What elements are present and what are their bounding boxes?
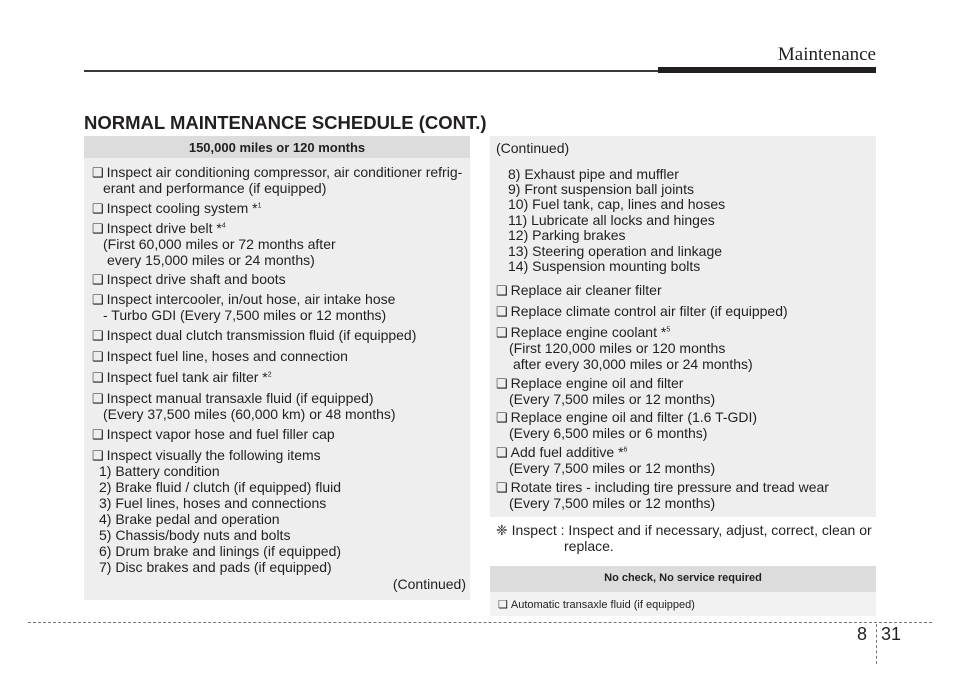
checkbox-icon: ❑ [92, 221, 104, 236]
checkbox-icon: ❑ [496, 445, 508, 460]
page-number-divider [876, 624, 877, 664]
no-service-panel [490, 566, 876, 616]
sub-item: 5) Chassis/body nuts and bolts [99, 527, 291, 543]
sub-item: 9) Front suspension ball joints [508, 181, 694, 197]
checkbox-icon: ❑ [496, 376, 508, 391]
list-item: ❑ Rotate tires - including tire pressure and tread wear [496, 479, 829, 495]
list-item: ❑ Automatic transaxle fluid (if equipped) [498, 599, 695, 611]
checkbox-icon: ❑ [496, 480, 508, 495]
list-item: ❑ Inspect manual transaxle fluid (if equipped) [92, 390, 374, 406]
checkbox-icon: ❑ [92, 292, 104, 307]
schedule-right-panel [490, 136, 876, 517]
sub-item: 6) Drum brake and linings (if equipped) [99, 543, 342, 559]
header-rule-accent [658, 67, 876, 73]
checkbox-icon: ❑ [496, 304, 508, 319]
list-item: ❑ Inspect air conditioning compressor, air conditioner refrig- [92, 164, 463, 180]
list-item-continuation: (Every 7,500 miles or 12 months) [509, 460, 716, 476]
note-symbol-icon: ❈ [496, 522, 508, 538]
list-item-continuation: - Turbo GDI (Every 7,500 miles or 12 months) [103, 307, 387, 323]
sub-item: 2) Brake fluid / clutch (if equipped) fluid [99, 479, 342, 495]
list-item: ❑ Inspect cooling system *$^1$ [92, 200, 262, 216]
checkbox-icon: ❑ [92, 448, 104, 463]
list-item-continuation: every 15,000 miles or 24 months) [107, 252, 315, 268]
list-item: ❑ Replace engine oil and filter (1.6 T-GDI) [496, 409, 758, 425]
checkbox-icon: ❑ [92, 349, 104, 364]
interval-title: 150,000 miles or 120 months [188, 140, 366, 155]
page-title: NORMAL MAINTENANCE SCHEDULE (CONT.) [84, 112, 487, 133]
legend-note-continuation: replace. [564, 538, 614, 554]
legend-note: ❈ Inspect : Inspect and if necessary, adjust, correct, clean or [496, 522, 872, 538]
sub-item: 10) Fuel tank, cap, lines and hoses [508, 196, 726, 212]
checkbox-icon: ❑ [496, 325, 508, 340]
sub-item: 4) Brake pedal and operation [99, 511, 280, 527]
section-title: Maintenance [777, 44, 876, 65]
list-item-continuation: (First 120,000 miles or 120 months [509, 340, 726, 356]
checkbox-icon: ❑ [92, 165, 104, 180]
no-service-header [490, 566, 876, 592]
list-item: ❑ Inspect vapor hose and fuel filler cap [92, 426, 335, 442]
list-item-continuation: (Every 7,500 miles or 12 months) [509, 495, 716, 511]
interval-header [84, 136, 470, 158]
sub-item: 7) Disc brakes and pads (if equipped) [99, 559, 332, 575]
list-item-continuation: (Every 6,500 miles or 6 months) [509, 425, 708, 441]
checkbox-icon: ❑ [92, 370, 104, 385]
checkbox-icon: ❑ [496, 283, 508, 298]
continued-note: (Continued) [496, 140, 570, 156]
list-item-continuation: erant and performance (if equipped) [103, 180, 327, 196]
page-number: 31 [881, 624, 902, 644]
list-item-continuation: (Every 7,500 miles or 12 months) [509, 391, 716, 407]
list-item: ❑ Inspect drive shaft and boots [92, 271, 286, 287]
list-item: ❑ Replace engine coolant *$^5$ [496, 324, 671, 340]
sub-item: 3) Fuel lines, hoses and connections [99, 495, 327, 511]
footer-rule [28, 622, 932, 623]
checkbox-icon: ❑ [92, 427, 104, 442]
list-item-continuation: (Every 37,500 miles (60,000 km) or 48 months) [103, 406, 396, 422]
list-item: ❑ Replace air cleaner filter [496, 282, 662, 298]
checkbox-icon: ❑ [92, 328, 104, 343]
header-rule [84, 70, 660, 72]
list-item: ❑ Replace engine oil and filter [496, 375, 684, 391]
list-item: ❑ Inspect dual clutch transmission fluid (if equipped) [92, 327, 417, 343]
list-item-continuation: (First 60,000 miles or 72 months after [103, 236, 336, 252]
list-item: ❑ Replace climate control air filter (if equipped) [496, 303, 788, 319]
list-item: ❑ Inspect intercooler, in/out hose, air intake hose [92, 291, 396, 307]
continued-note: (Continued) [392, 576, 466, 592]
checkbox-icon: ❑ [92, 391, 104, 406]
sub-item: 14) Suspension mounting bolts [508, 258, 701, 274]
checkbox-icon: ❑ [92, 201, 104, 216]
list-item: ❑ Inspect fuel line, hoses and connection [92, 348, 348, 364]
list-item: ❑ Add fuel additive *$^6$ [496, 444, 628, 460]
checkbox-icon: ❑ [498, 599, 508, 611]
list-item: ❑ Inspect fuel tank air filter *$^2$ [92, 369, 272, 385]
checkbox-icon: ❑ [92, 272, 104, 287]
sub-item: 8) Exhaust pipe and muffler [508, 166, 679, 182]
sub-item: 1) Battery condition [99, 463, 220, 479]
list-item-continuation: after every 30,000 miles or 24 months) [513, 356, 753, 372]
chapter-number: 8 [857, 624, 868, 644]
no-service-title: No check, No service required [604, 572, 762, 584]
list-item: ❑ Inspect drive belt *$^4$ [92, 220, 226, 236]
sub-item: 13) Steering operation and linkage [508, 243, 723, 259]
checkbox-icon: ❑ [496, 410, 508, 425]
sub-item: 11) Lubricate all locks and hinges [508, 212, 715, 228]
list-item: ❑ Inspect visually the following items [92, 447, 321, 463]
schedule-left-panel [84, 136, 470, 600]
sub-item: 12) Parking brakes [508, 227, 626, 243]
